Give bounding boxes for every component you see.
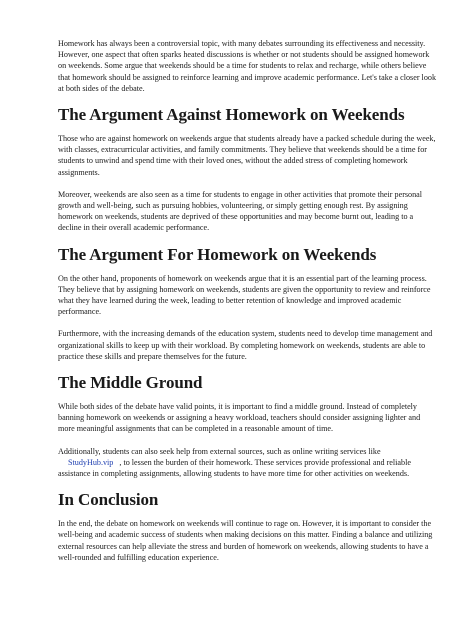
against-paragraph-2: Moreover, weekends are also seen as a time for students to engage in other activities that promote their personal growth and well-being, such as pursuing hobbies, volunteering, or simply getting enough rest. By assigning homework on weekends, students are deprived of these opportunities and may become burnt out, leading to a decline in their overall academic performance. <box>58 189 423 233</box>
intro-paragraph: Homework has always been a controversial topic, with many debates surrounding its effectiveness and necessity. However, one aspect that often sparks heated discussions is whether or not students should be assigned homework on weekends. Some argue that weekends should be a time for students to relax and recharge, while others believe that homework should be assigned to reinforce learning and improve academic performance. Let's take a closer look at both sides of the debate. <box>58 39 437 93</box>
for-paragraph-1: On the other hand, proponents of homework on weekends argue that it is an essential part of the learning process. They believe that by assigning homework on weekends, students are given the opportunity to review and reinforce what they have learned during the week, leading to better retention of knowledge and improved academic performance. <box>58 273 431 317</box>
middle-paragraph-2-before: Additionally, students can also seek help from external sources, such as online writing services like <box>58 446 381 456</box>
middle-paragraph-1: While both sides of the debate have valid points, it is important to find a middle ground. Instead of completely banning homework on weekends or assigning a heavy workload, teachers should consider assigning lighter and more meaningful assignments that can be completed in a reasonable amount of time. <box>58 402 421 434</box>
document-page <box>58 38 436 574</box>
studyhub-link[interactable]: StudyHub.vip <box>68 457 114 467</box>
heading-for: The Argument For Homework on Weekends <box>58 244 377 264</box>
heading-conclusion: In Conclusion <box>58 490 159 510</box>
for-paragraph-2: Furthermore, with the increasing demands of the education system, students need to develop time management and organizational skills to keep up with their workload. By completing homework on weekends, students are able to practice these skills and prepare themselves for the future. <box>58 329 433 361</box>
heading-middle-ground: The Middle Ground <box>58 373 203 393</box>
middle-paragraph-2-after: , to lessen the burden of their homework. These services provide professional and reliable assistance in completing assignments, allowing students to have more time for other activities on weekends. <box>58 457 411 479</box>
heading-against: The Argument Against Homework on Weekends <box>58 105 405 125</box>
conclusion-paragraph: In the end, the debate on homework on weekends will continue to rage on. However, it is important to consider the well-being and academic success of students when making decisions on this matter. Finding a balance and utilizing external resources can help alleviate the stress and burden of homework on weekends, allowing students to have a well-rounded and fulfilling education experience. <box>58 519 433 562</box>
middle-paragraph-2 <box>58 446 436 480</box>
against-paragraph-1: Those who are against homework on weekends argue that students already have a packed schedule during the week, with classes, extracurricular activities, and family commitments. They believe that weekends should be a time for students to unwind and spend time with their loved ones, without the added stress of completing homework assignments. <box>58 134 436 177</box>
